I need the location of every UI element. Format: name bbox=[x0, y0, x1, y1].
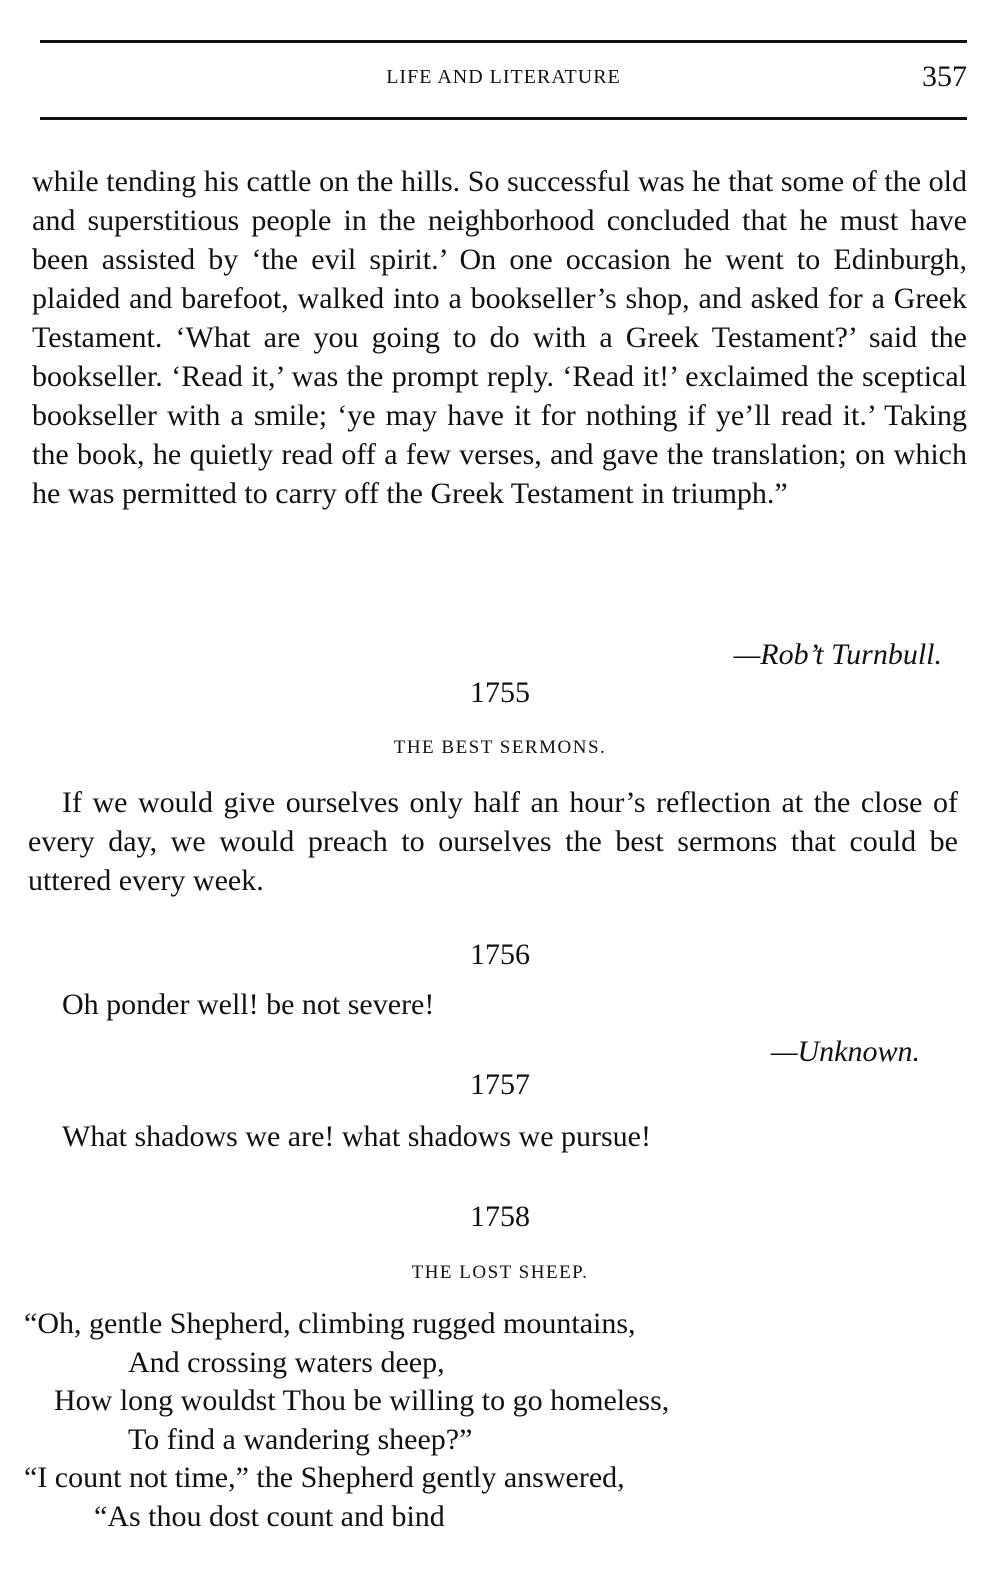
entry-number-1757: 1757 bbox=[470, 1068, 530, 1101]
poem-line: “As thou dost count and bind bbox=[94, 1499, 445, 1533]
entry-text-1756: Oh ponder well! be not severe! bbox=[62, 988, 435, 1021]
header-top-rule bbox=[40, 40, 967, 43]
entry-number-1758: 1758 bbox=[470, 1200, 530, 1233]
poem-line: To find a wandering sheep?” bbox=[128, 1422, 473, 1456]
running-title: LIFE AND LITERATURE bbox=[386, 66, 621, 88]
poem-line: “I count not time,” the Shepherd gently answered, bbox=[24, 1461, 625, 1494]
entry-number-1755: 1755 bbox=[470, 676, 530, 709]
entry-text-1755: If we would give ourselves only half an hour’s reflection at the close of every day, we would preach to ourselves the best sermons that could be uttered every week. bbox=[28, 786, 958, 897]
section-heading-lost-sheep: THE LOST SHEEP. bbox=[411, 1262, 589, 1283]
running-head bbox=[40, 60, 967, 96]
poem-line: “Oh, gentle Shepherd, climbing rugged mountains, bbox=[24, 1307, 636, 1340]
poem-line: And crossing waters deep, bbox=[128, 1345, 445, 1379]
poem-line: How long wouldst Thou be willing to go homeless, bbox=[54, 1384, 670, 1417]
header-bottom-rule bbox=[40, 117, 967, 120]
attribution-unknown: —Unknown. bbox=[770, 1035, 920, 1068]
entry-number-1756: 1756 bbox=[470, 938, 530, 971]
continued-paragraph: while tending his cattle on the hills. So successful was he that some of the old and superstitious people in the neighborhood concluded that he must have been assisted by ‘the evil spirit.’ On one occasion he went to Edinburgh, plaided and barefoot, walked into a bookseller’s shop, and asked for a Greek Testament. ‘What are you going to do with a Greek Testament?’ said the bookseller. ‘Read it,’ was the prompt reply. ‘Read it!’ exclaimed the sceptical bookseller with a smile; ‘ye may have it for nothing if ye’ll read it.’ Taking the book, he quietly read off a few verses, and gave the translation; on which he was permitted to carry off the Greek Testament in triumph.” bbox=[32, 165, 967, 510]
attribution-turnbull: —Rob’t Turnbull. bbox=[733, 638, 942, 671]
entry-text-1757: What shadows we are! what shadows we pursue! bbox=[62, 1120, 651, 1153]
page-number: 357 bbox=[922, 60, 967, 93]
section-heading-best-sermons: THE BEST SERMONS. bbox=[393, 737, 607, 758]
poem-lost-sheep bbox=[24, 1305, 924, 1536]
